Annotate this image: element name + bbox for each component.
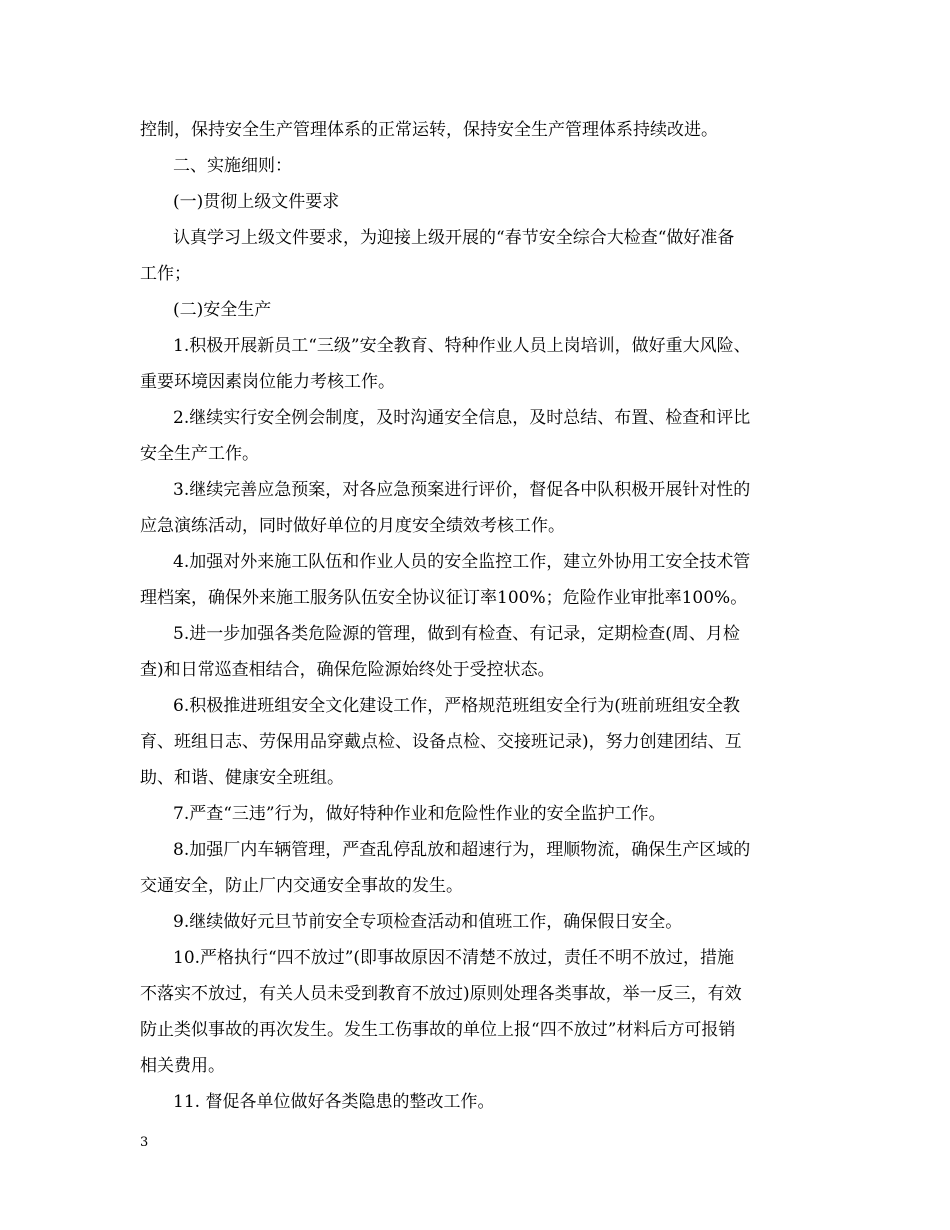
list-item-line: 10.严格执行“四不放过”(即事故原因不清楚不放过，责任不明不放过，措施 [173, 948, 735, 968]
list-item-line: 2.继续实行安全例会制度，及时沟通安全信息，及时总结、布置、检查和评比 [173, 408, 751, 428]
list-item-line: 查)和日常巡查相结合，确保危险源始终处于受控状态。 [140, 660, 555, 680]
document-body [140, 112, 812, 1120]
list-item-line: 1.积极开展新员工“三级”安全教育、特种作业人员上岗培训，做好重大风险、 [173, 336, 751, 356]
list-item-line: 不落实不放过，有关人员未受到教育不放过)原则处理各类事故，举一反三，有效 [140, 984, 742, 1004]
text-line: 认真学习上级文件要求，为迎接上级开展的“春节安全综合大检查“做好准备 [173, 228, 735, 248]
list-item-line: 5.进一步加强各类危险源的管理，做到有检查、有记录，定期检查(周、月检 [173, 624, 740, 644]
section-heading: 二、实施细则： [173, 156, 292, 176]
subsection-heading: (一)贯彻上级文件要求 [173, 192, 340, 212]
page-number: 3 [140, 1135, 149, 1150]
list-item-line: 理档案，确保外来施工服务队伍安全协议征订率100%；危险作业审批率100%。 [140, 588, 748, 608]
text-line: 工作； [140, 264, 191, 284]
list-item-line: 11. 督促各单位做好各类隐患的整改工作。 [173, 1092, 495, 1112]
list-item-line: 6.积极推进班组安全文化建设工作，严格规范班组安全行为(班前班组安全教 [173, 696, 740, 716]
list-item-line: 安全生产工作。 [140, 444, 259, 464]
list-item-line: 7.严查“三违”行为，做好特种作业和危险性作业的安全监护工作。 [173, 804, 666, 824]
text-line: 控制，保持安全生产管理体系的正常运转，保持安全生产管理体系持续改进。 [140, 120, 718, 140]
list-item-line: 助、和谐、健康安全班组。 [140, 768, 344, 788]
list-item-line: 8.加强厂内车辆管理，严查乱停乱放和超速行为，理顺物流，确保生产区域的 [173, 840, 751, 860]
list-item-line: 应急演练活动，同时做好单位的月度安全绩效考核工作。 [140, 516, 565, 536]
list-item-line: 9.继续做好元旦节前安全专项检查活动和值班工作，确保假日安全。 [173, 912, 683, 932]
list-item-line: 4.加强对外来施工队伍和作业人员的安全监控工作，建立外协用工安全技术管 [173, 552, 751, 572]
list-item-line: 防止类似事故的再次发生。发生工伤事故的单位上报“四不放过”材料后方可报销 [140, 1020, 736, 1040]
list-item-line: 3.继续完善应急预案，对各应急预案进行评价，督促各中队积极开展针对性的 [173, 480, 751, 500]
list-item-line: 相关费用。 [140, 1056, 225, 1076]
subsection-heading: (二)安全生产 [173, 300, 272, 320]
list-item-line: 重要环境因素岗位能力考核工作。 [140, 372, 395, 392]
list-item-line: 交通安全，防止厂内交通安全事故的发生。 [140, 876, 463, 896]
list-item-line: 育、班组日志、劳保用品穿戴点检、设备点检、交接班记录)，努力创建团结、互 [140, 732, 742, 752]
